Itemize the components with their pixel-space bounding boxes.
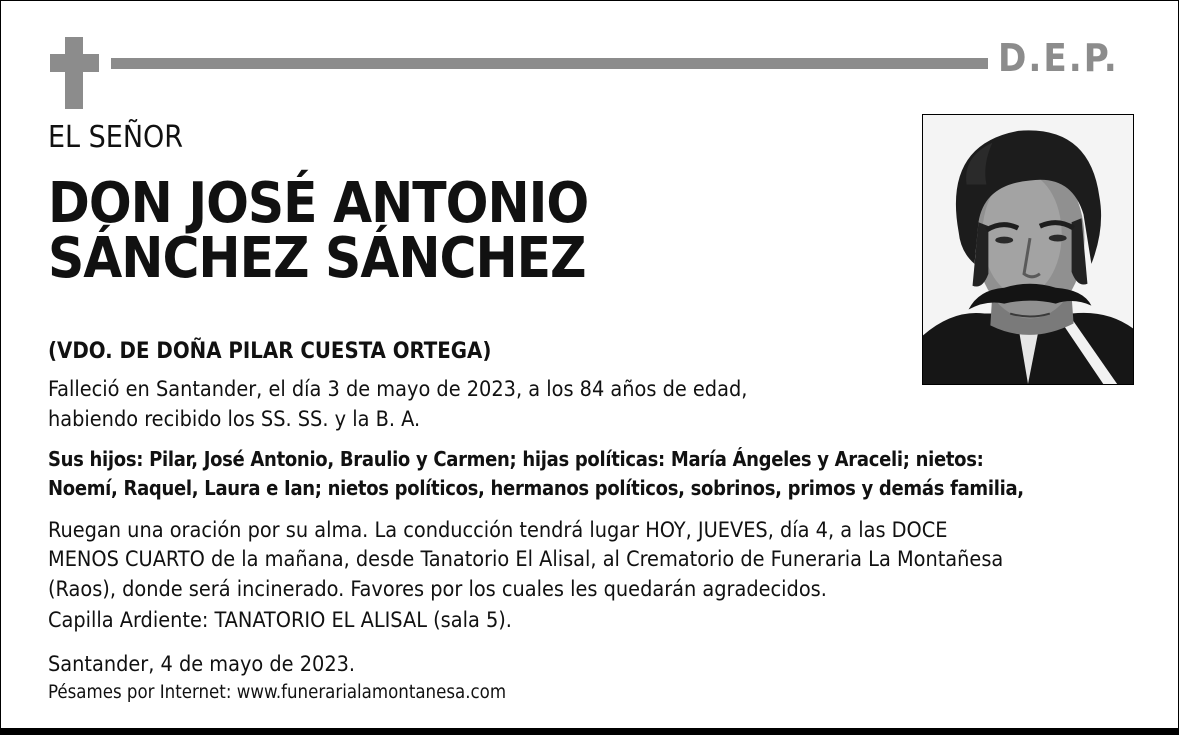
widower-note: (VDO. DE DOÑA PILAR CUESTA ORTEGA)	[48, 339, 492, 364]
place-date: Santander, 4 de mayo de 2023.	[48, 652, 356, 677]
deceased-name-line-1: DON JOSÉ ANTONIO	[48, 171, 589, 236]
ceremony-line-1: Ruegan una oración por su alma. La conducción tendrá lugar HOY, JUEVES, día 4, a las DOCE	[48, 518, 948, 543]
chapel-info: Capilla Ardiente: TANATORIO EL ALISAL (sala 5).	[48, 608, 512, 633]
header-rule	[111, 58, 988, 69]
death-notice-line-2: habiendo recibido los SS. SS. y la B. A.	[48, 407, 421, 432]
ceremony-line-2: MENOS CUARTO de la mañana, desde Tanatorio El Alisal, al Crematorio de Funeraria La Montañesa	[48, 547, 1004, 572]
death-notice-line-1: Falleció en Santander, el día 3 de mayo de 2023, a los 84 años de edad,	[48, 377, 748, 402]
ceremony-line-3: (Raos), donde será incinerado. Favores por los cuales les quedarán agradecidos.	[48, 577, 827, 602]
portrait-photo	[922, 114, 1134, 385]
dep-label: D.E.P.	[998, 36, 1119, 80]
cross-icon	[50, 37, 99, 109]
intro-text: EL SEÑOR	[48, 120, 184, 155]
family-line-2: Noemí, Raquel, Laura e Ian; nietos políticos, hermanos políticos, sobrinos, primos y demás familia,	[48, 476, 1024, 500]
condolences-link: Pésames por Internet: www.funerarialamontanesa.com	[48, 682, 507, 703]
deceased-name-line-2: SÁNCHEZ SÁNCHEZ	[48, 226, 586, 291]
family-line-1: Sus hijos: Pilar, José Antonio, Braulio y Carmen; hijas políticas: María Ángeles y Araceli; nietos:	[48, 447, 984, 471]
